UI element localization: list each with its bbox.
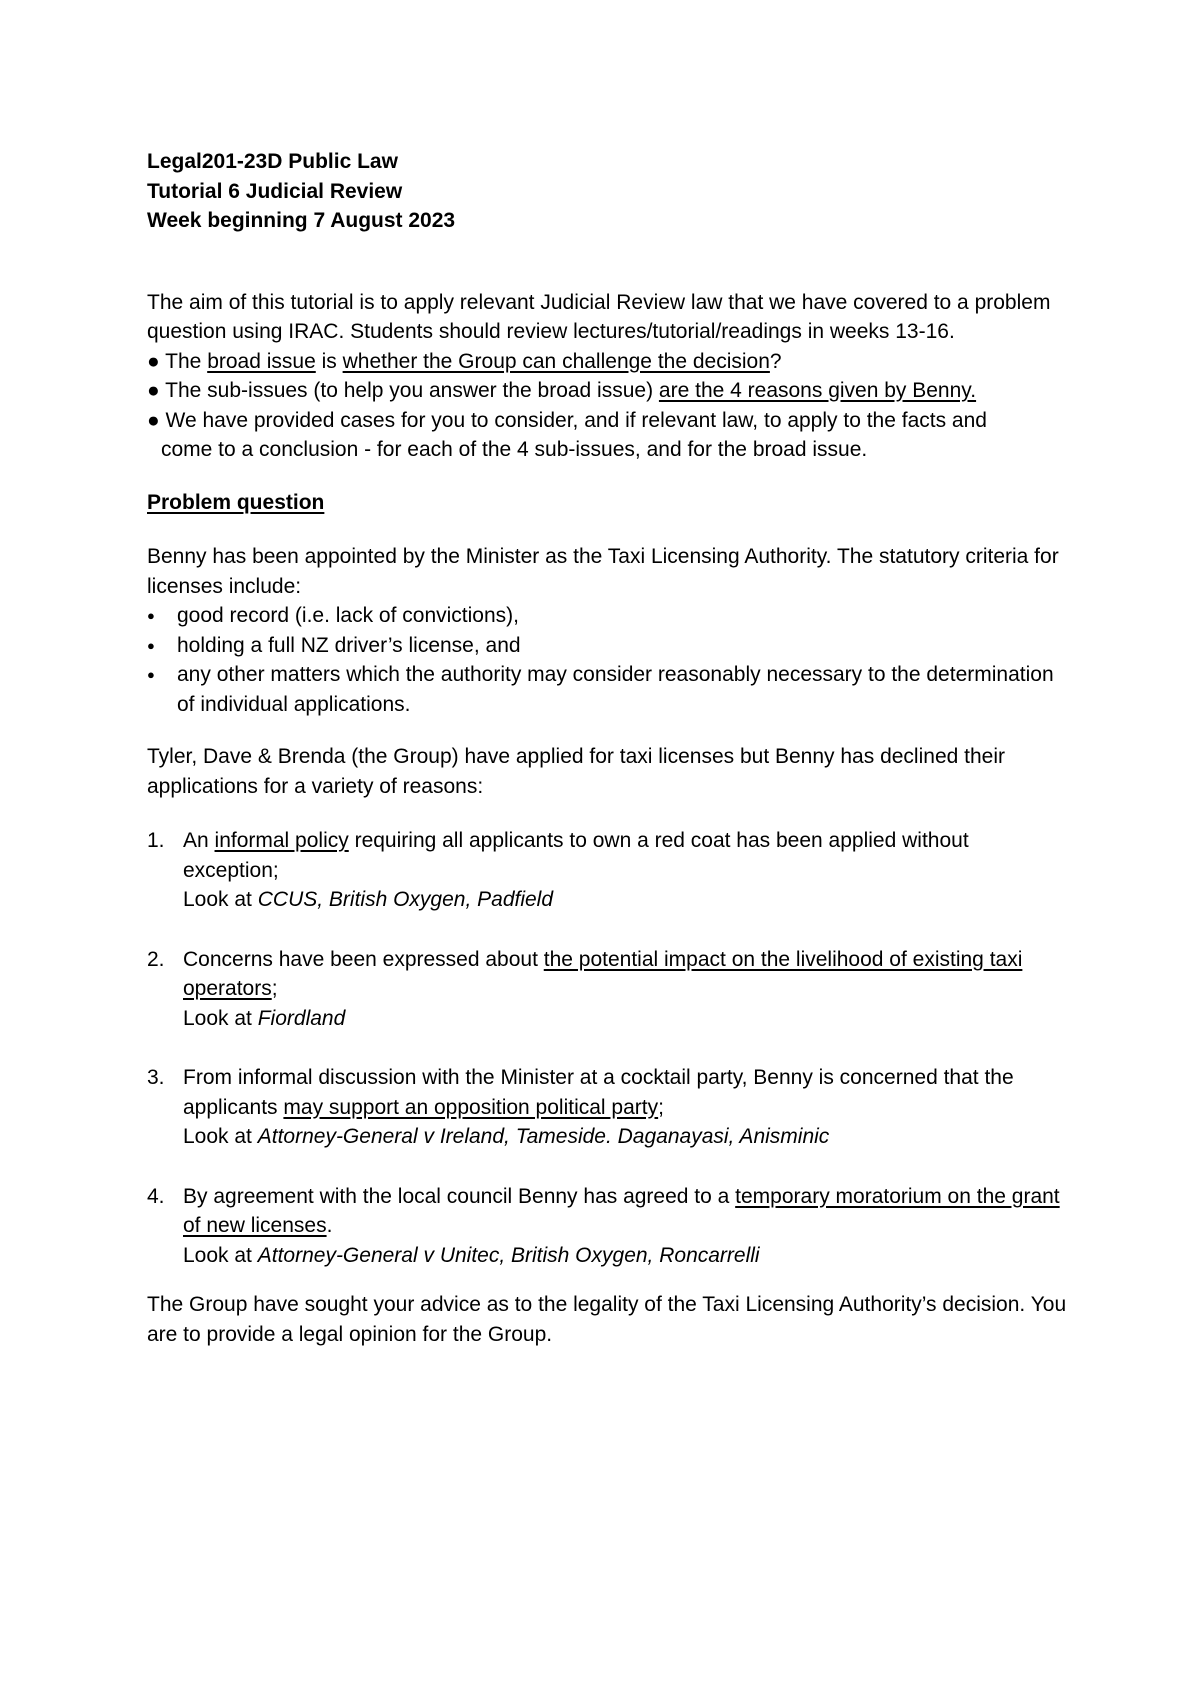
intro-bullet-3: ● We have provided cases for you to consider, and if relevant law, to apply to the facts and come to a conclusion - for each of the 4 sub-issues, and for the broad issue. xyxy=(147,408,987,461)
bullet-icon: ● xyxy=(147,379,160,402)
reason-item-4: 4. By agreement with the local council Benny has agreed to a temporary moratorium on the grant of new licenses. Look at Attorney-General v Unitec, British Oxygen, Roncarrelli xyxy=(147,1184,1060,1267)
week-line: Week beginning 7 August 2023 xyxy=(147,209,456,232)
reason-key-phrase: the potential impact on the livelihood of existing taxi operators xyxy=(183,947,1023,1000)
reason-item-1: 1. An informal policy requiring all applicants to own a red coat has been applied without exception; Look at CCUS, British Oxygen, Padfield xyxy=(147,829,969,911)
reasons-list xyxy=(147,826,1067,1270)
broad-issue-term: broad issue xyxy=(207,349,316,373)
problem-heading: Problem question xyxy=(147,490,325,514)
reason-key-phrase: temporary moratorium on the grant of new licenses xyxy=(183,1184,1060,1237)
reason-item-2: 2. Concerns have been expressed about the potential impact on the livelihood of existing taxi operators; Look at Fiordland xyxy=(147,947,1023,1030)
reason-item-3: 3. From informal discussion with the Minister at a cocktail party, Benny is concerned that the applicants may support an opposition political party; Look at Attorney-General v Ireland, Tameside. Daganayasi, Anisminic xyxy=(147,1066,1014,1148)
criteria-item: ● good record (i.e. lack of convictions), xyxy=(147,601,1067,631)
group-paragraph: Tyler, Dave & Brenda (the Group) have applied for taxi licenses but Benny has declined their applications for a variety of reasons: xyxy=(147,745,1005,798)
bullet-icon: ● xyxy=(147,408,160,432)
document-body xyxy=(147,147,1067,1349)
criteria-item: ● any other matters which the authority may consider reasonably necessary to the determination of individual applications. xyxy=(147,660,1067,719)
closing-paragraph: The Group have sought your advice as to the legality of the Taxi Licensing Authority’s decision. You are to provide a legal opinion for the Group. xyxy=(147,1293,1067,1346)
broad-issue-question: whether the Group can challenge the decision xyxy=(342,349,770,373)
case-references: Fiordland xyxy=(257,1006,346,1030)
intro-bullet-2: ● The sub-issues (to help you answer the broad issue) are the 4 reasons given by Benny. xyxy=(147,379,977,402)
bullet-icon: ● xyxy=(147,349,160,373)
case-references: Attorney-General v Ireland, Tameside. Daganayasi, Anisminic xyxy=(257,1125,830,1148)
tutorial-title: Tutorial 6 Judicial Review xyxy=(147,179,403,203)
intro-bullet-1: ● The broad issue is whether the Group can challenge the decision? xyxy=(147,349,782,373)
case-references: Attorney-General v Unitec, British Oxygen, Roncarrelli xyxy=(257,1243,760,1267)
reason-key-phrase: informal policy xyxy=(214,829,349,852)
sub-issues-note: are the 4 reasons given by Benny. xyxy=(658,379,977,402)
criteria-list xyxy=(147,601,1067,719)
aim-paragraph: The aim of this tutorial is to apply relevant Judicial Review law that we have covered to a problem question using IRAC. Students should review lectures/tutorial/readings in weeks 13-16. xyxy=(147,290,1051,343)
course-title: Legal201-23D Public Law xyxy=(147,150,398,173)
problem-intro: Benny has been appointed by the Minister as the Taxi Licensing Authority. The statutory criteria for licenses include: xyxy=(147,545,1059,598)
case-references: CCUS, British Oxygen, Padfield xyxy=(257,888,554,911)
criteria-item: ● holding a full NZ driver’s license, and xyxy=(147,631,1067,661)
reason-key-phrase: may support an opposition political party xyxy=(283,1095,659,1119)
